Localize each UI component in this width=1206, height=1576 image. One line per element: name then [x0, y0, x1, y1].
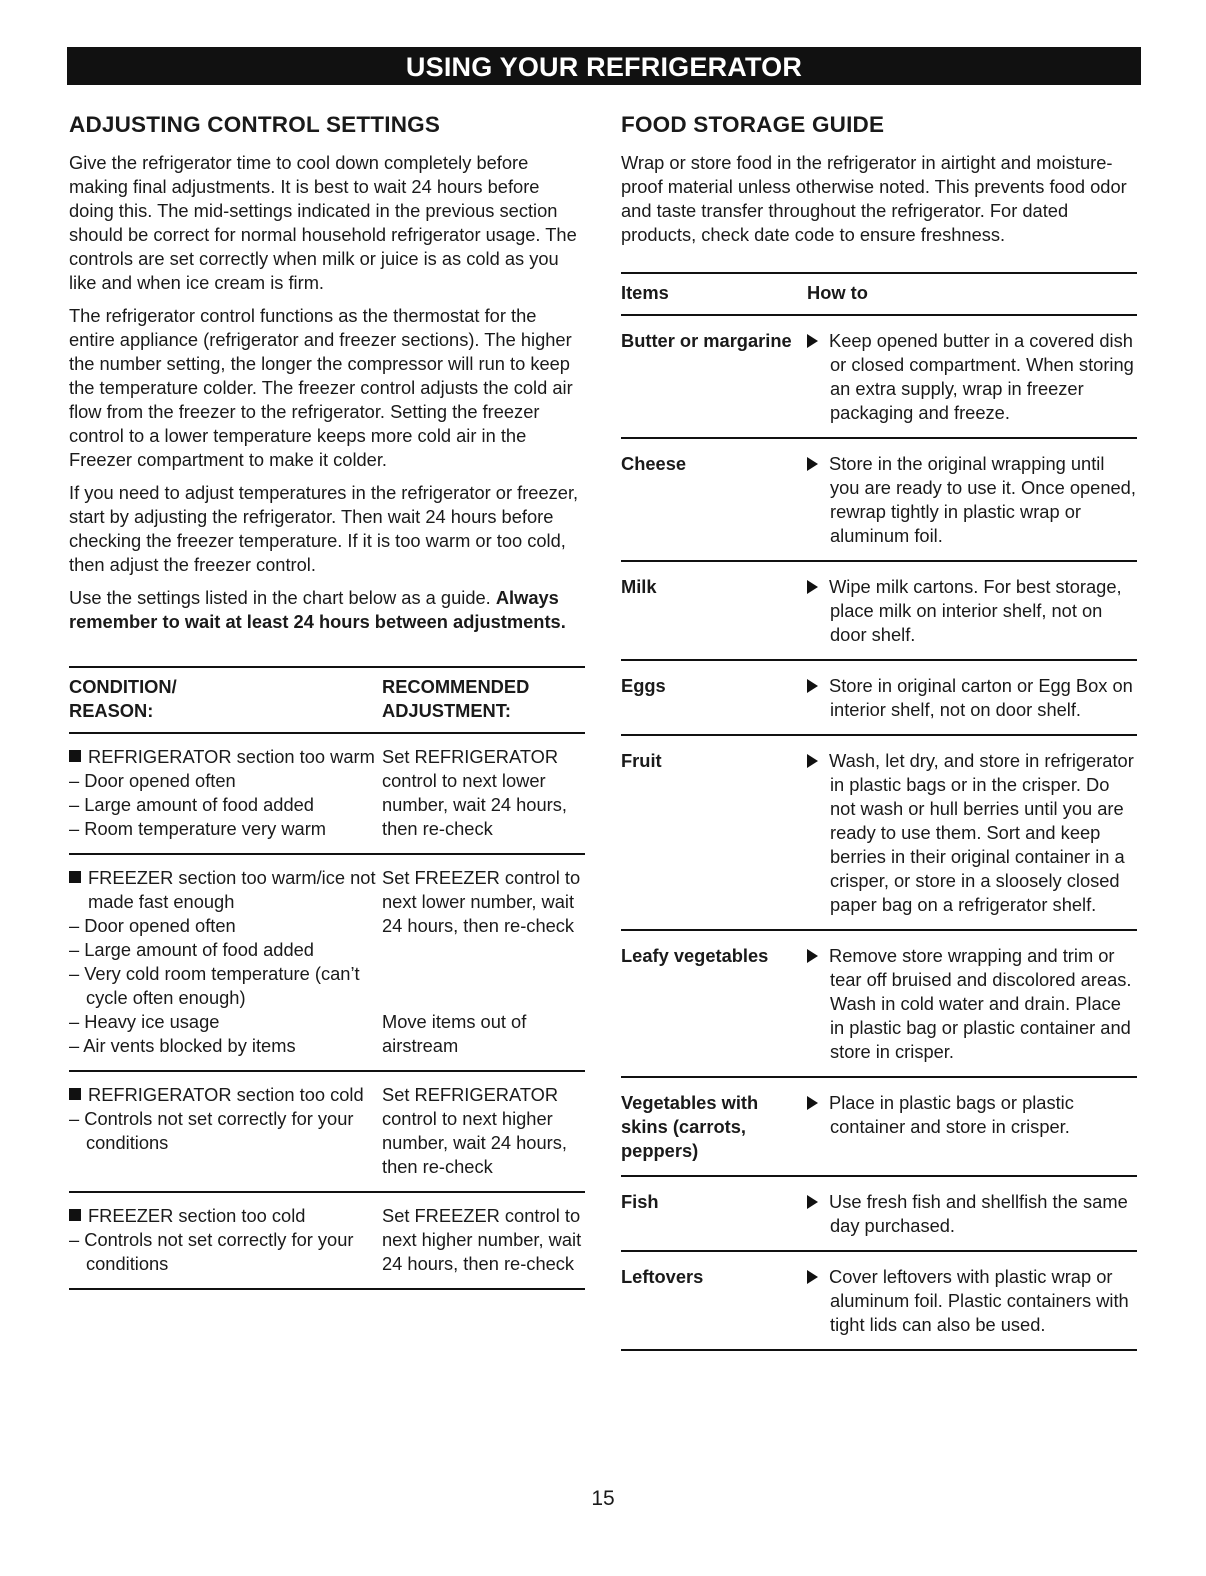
header-items: Items [621, 273, 807, 315]
header-condition: CONDITION/ REASON: [69, 667, 382, 733]
table-row [69, 1192, 585, 1289]
how-cell: Place in plastic bags or plastic container and store in crisper. [807, 1077, 1137, 1176]
guide-bold-warning: Always remember to wait at least 24 hours between adjustments. [69, 587, 566, 632]
reason-item: – Controls not set correctly for your conditions [69, 1229, 354, 1274]
how-cell: Use fresh fish and shellfish the same day purchased. [807, 1176, 1137, 1251]
triangle-bullet-icon [807, 334, 818, 348]
square-bullet-icon [69, 871, 81, 883]
table-header-row [69, 667, 585, 733]
reason-item: – Heavy ice usage [69, 1011, 220, 1032]
food-storage-intro: Wrap or store food in the refrigerator in airtight and moisture-proof material unless otherwise noted. This prevents food odor and taste transfer throughout the refrigerator. For dated products, check date code to ensure freshness. [621, 152, 1127, 245]
intro-paragraph-2: The refrigerator control functions as the thermostat for the entire appliance (refrigerator and freezer sections). The higher the number setting, the longer the compressor will run to keep the temperature colder. The freezer control adjusts the cold air flow from the freezer to the refrigerator. Setting the freezer control to a lower temperature keeps more cold air in the Freezer compartment to make it colder. [69, 305, 573, 470]
triangle-bullet-icon [807, 754, 818, 768]
table-row [69, 733, 585, 854]
header-adjustment: RECOMMENDED ADJUSTMENT: [382, 667, 585, 733]
adjustment-cell: Set FREEZER control to next lower number, wait 24 hours, then re-check Move items out of airstream [382, 854, 585, 1071]
adjustment-secondary: Move items out of airstream [382, 1011, 527, 1056]
food-storage-column [621, 112, 1137, 1351]
how-cell: Cover leftovers with plastic wrap or aluminum foil. Plastic containers with tight lids can also be used. [807, 1251, 1137, 1350]
table-row [621, 930, 1137, 1077]
reason-item: – Controls not set correctly for your conditions [69, 1108, 354, 1153]
guide-paragraph [69, 586, 585, 634]
condition-cell: FREEZER section too cold – Controls not set correctly for your conditions [69, 1192, 382, 1289]
item-cell: Leftovers [621, 1251, 807, 1350]
table-row [69, 1071, 585, 1192]
reason-item: – Door opened often [69, 770, 236, 791]
table-row [621, 1251, 1137, 1350]
how-cell: Wipe milk cartons. For best storage, place milk on interior shelf, not on door shelf. [807, 561, 1137, 660]
square-bullet-icon [69, 1088, 81, 1100]
item-cell: Fruit [621, 735, 807, 930]
condition-cell: FREEZER section too warm/ice not made fast enough – Door opened often – Large amount of food added – Very cold room temperature (can’t cycle often enough) – Heavy ice usage – Air vents blocked by items [69, 854, 382, 1071]
reason-item: – Very cold room temperature (can’t cycle often enough) [69, 963, 360, 1008]
reason-item: – Door opened often [69, 915, 236, 936]
item-cell: Leafy vegetables [621, 930, 807, 1077]
square-bullet-icon [69, 1209, 81, 1221]
header-how-to: How to [807, 273, 1137, 315]
how-cell: Store in original carton or Egg Box on interior shelf, not on door shelf. [807, 660, 1137, 735]
reason-item: – Large amount of food added [69, 794, 314, 815]
item-cell: Cheese [621, 438, 807, 561]
condition-cell: REFRIGERATOR section too warm – Door opened often – Large amount of food added – Room temperature very warm [69, 733, 382, 854]
item-cell: Vegetables with skins (carrots, peppers) [621, 1077, 807, 1176]
triangle-bullet-icon [807, 1096, 818, 1110]
triangle-bullet-icon [807, 679, 818, 693]
table-header-row [621, 273, 1137, 315]
adjustment-cell: Set FREEZER control to next higher number, wait 24 hours, then re-check [382, 1192, 585, 1289]
condition-cell: REFRIGERATOR section too cold – Controls not set correctly for your conditions [69, 1071, 382, 1192]
square-bullet-icon [69, 750, 81, 762]
item-cell: Fish [621, 1176, 807, 1251]
how-cell: Wash, let dry, and store in refrigerator in plastic bags or in the crisper. Do not wash or hull berries until you are ready to use them. Sort and keep berries in their original container in a crisper, or store in a sloosely closed paper bag on a refrigerator shelf. [807, 735, 1137, 930]
table-row [621, 1077, 1137, 1176]
table-row [621, 1176, 1137, 1251]
table-row [621, 438, 1137, 561]
intro-paragraph-3: If you need to adjust temperatures in the refrigerator or freezer, start by adjusting the refrigerator. Then wait 24 hours before checking the freezer temperature. If it is too warm or too cold, then adjust the freezer control. [69, 482, 579, 575]
table-row [621, 735, 1137, 930]
reason-item: – Large amount of food added [69, 939, 314, 960]
item-cell: Milk [621, 561, 807, 660]
triangle-bullet-icon [807, 457, 818, 471]
table-row [621, 315, 1137, 438]
item-cell: Butter or margarine [621, 330, 792, 351]
page-number: 15 [591, 1487, 615, 1510]
food-storage-table [621, 272, 1137, 1351]
reason-item: – Air vents blocked by items [69, 1035, 296, 1056]
item-cell: Eggs [621, 660, 807, 735]
guide-text: Use the settings listed in the chart below as a guide. [69, 587, 491, 608]
how-cell: Remove store wrapping and trim or tear off bruised and discolored areas. Wash in cold water and drain. Place in plastic bag or plastic container and store in crisper. [807, 930, 1137, 1077]
reason-item: – Room temperature very warm [69, 818, 327, 839]
triangle-bullet-icon [807, 1270, 818, 1284]
triangle-bullet-icon [807, 580, 818, 594]
adjustment-cell: Set REFRIGERATOR control to next higher number, wait 24 hours, then re-check [382, 1071, 585, 1192]
table-row [69, 854, 585, 1071]
condition-adjustment-table [69, 666, 585, 1290]
food-storage-heading: FOOD STORAGE GUIDE [621, 112, 885, 137]
adjusting-controls-heading: ADJUSTING CONTROL SETTINGS [69, 112, 441, 137]
table-row [621, 660, 1137, 735]
adjusting-controls-column [69, 112, 585, 1290]
intro-paragraph-1: Give the refrigerator time to cool down completely before making final adjustments. It is best to wait 24 hours before doing this. The mid-settings indicated in the previous section should be correct for normal household refrigerator usage. The controls are set correctly when milk or juice is as cold as you like and when ice cream is firm. [69, 152, 577, 293]
triangle-bullet-icon [807, 949, 818, 963]
triangle-bullet-icon [807, 1195, 818, 1209]
how-cell: Keep opened butter in a covered dish or closed compartment. When storing an extra supply, wrap in freezer packaging and freeze. [807, 315, 1137, 438]
adjustment-cell: Set REFRIGERATOR control to next lower number, wait 24 hours, then re-check [382, 746, 567, 839]
how-cell: Store in the original wrapping until you are ready to use it. Once opened, rewrap tightly in plastic wrap or aluminum foil. [807, 438, 1137, 561]
table-row [621, 561, 1137, 660]
section-banner: USING YOUR REFRIGERATOR [67, 47, 1141, 85]
